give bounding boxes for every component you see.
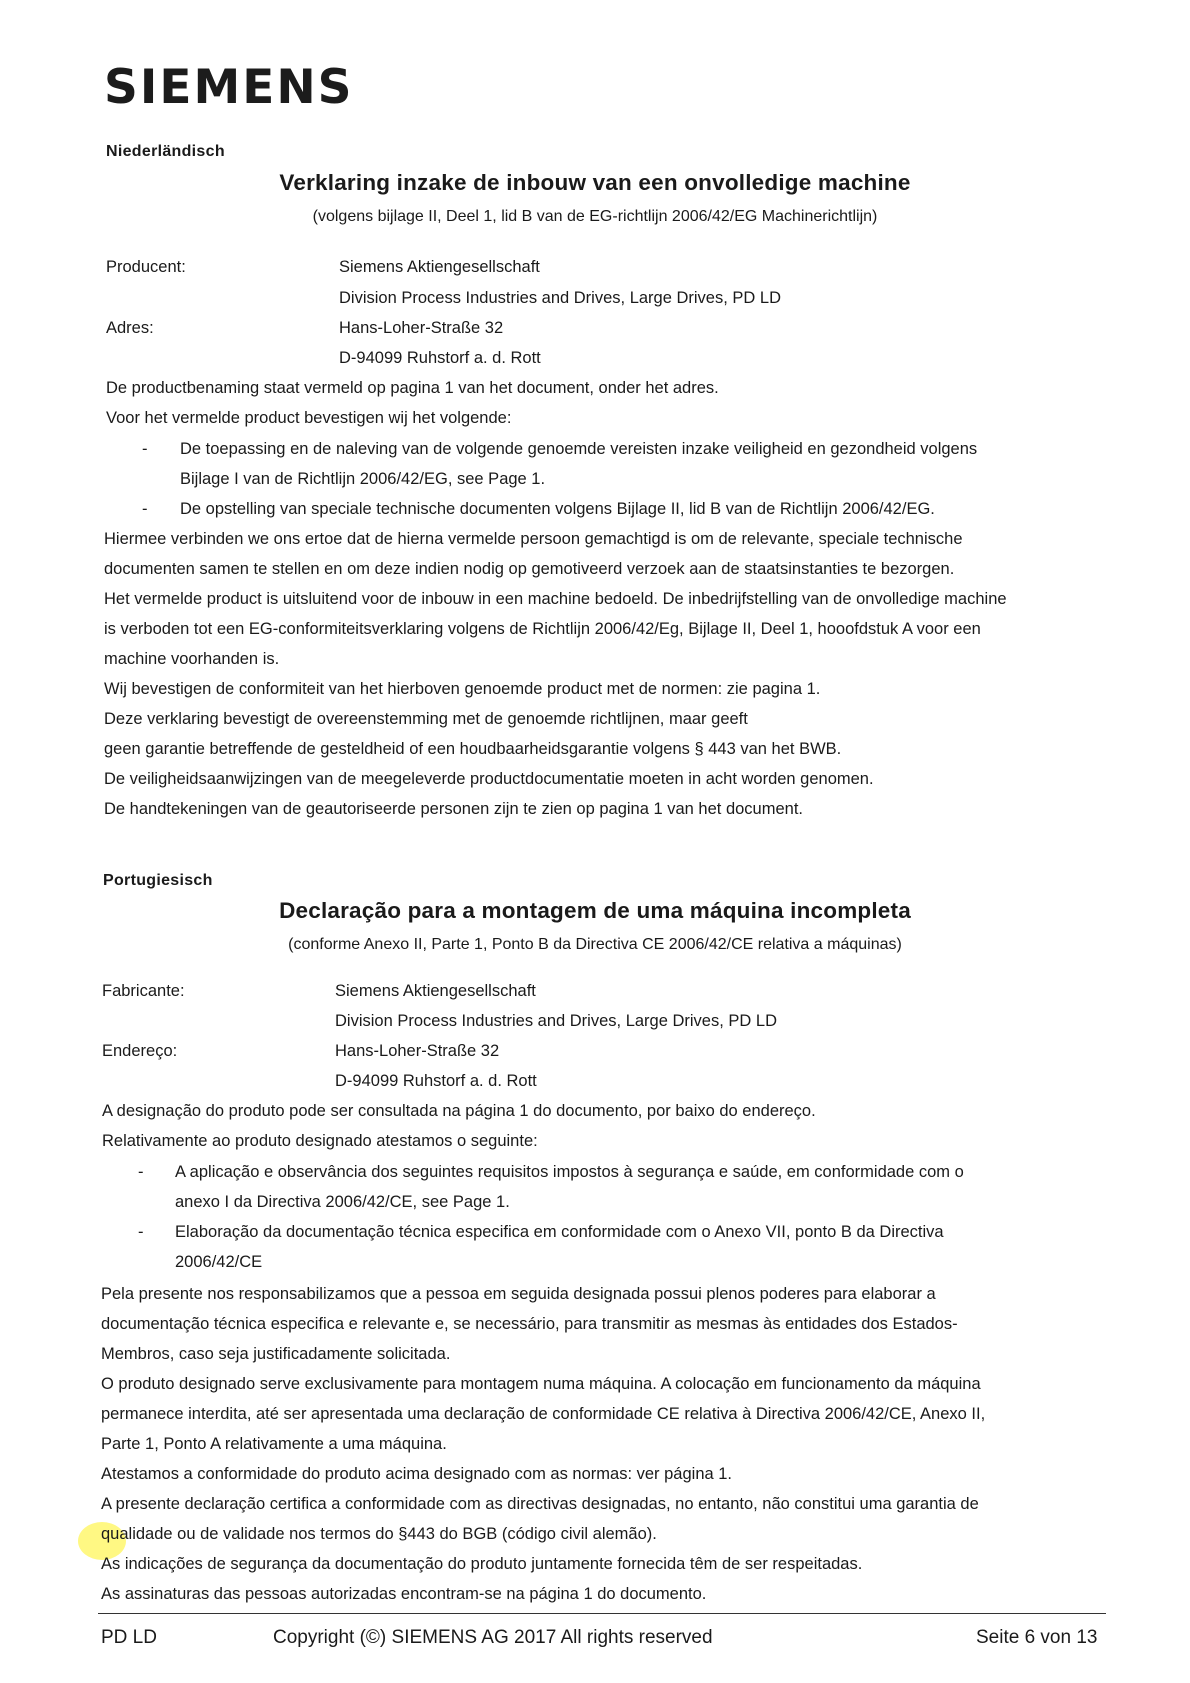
footer-department: PD LD xyxy=(101,1627,157,1648)
address-street: Hans-Loher-Straße 32 xyxy=(335,1042,500,1060)
paragraph: geen garantie betreffende de gesteldheid of een houdbaarheidsgarantie volgens § 443 van het BWB. xyxy=(104,740,842,758)
paragraph: O produto designado serve exclusivamente para montagem numa máquina. A colocação em funcionamento da máquina xyxy=(101,1375,981,1393)
section-title: Verklaring inzake de inbouw van een onvolledige machine xyxy=(279,170,911,195)
address-city: D-94099 Ruhstorf a. d. Rott xyxy=(339,349,541,367)
paragraph: machine voorhanden is. xyxy=(104,650,280,668)
bullet-dash: - xyxy=(138,1223,144,1241)
producer-name: Siemens Aktiengesellschaft xyxy=(339,258,540,276)
section-subtitle: (conforme Anexo II, Parte 1, Ponto B da Directiva CE 2006/42/CE relativa a máquinas) xyxy=(288,936,902,953)
paragraph: Relativamente ao produto designado atestamos o seguinte: xyxy=(102,1132,538,1150)
bullet-text: De opstelling van speciale technische documenten volgens Bijlage II, lid B van de Richtlijn 2006/42/EG. xyxy=(180,500,935,518)
bullet-dash: - xyxy=(142,500,148,518)
section-title: Declaração para a montagem de uma máquina incompleta xyxy=(279,898,911,923)
bullet-text: Bijlage I van de Richtlijn 2006/42/EG, see Page 1. xyxy=(180,470,546,488)
bullet-dash: - xyxy=(142,440,148,458)
paragraph: Atestamos a conformidade do produto acima designado com as normas: ver página 1. xyxy=(101,1465,733,1483)
paragraph: Membros, caso seja justificadamente solicitada. xyxy=(101,1345,451,1363)
bullet-text: De toepassing en de naleving van de volgende genoemde vereisten inzake veiligheid en gezondheid volgens xyxy=(180,440,978,458)
footer-divider xyxy=(98,1613,1106,1614)
producer-division: Division Process Industries and Drives, Large Drives, PD LD xyxy=(339,289,781,307)
footer-page-number: Seite 6 von 13 xyxy=(976,1627,1098,1648)
paragraph: A designação do produto pode ser consultada na página 1 do documento, por baixo do endereço. xyxy=(102,1102,816,1120)
section-subtitle: (volgens bijlage II, Deel 1, lid B van de EG-richtlijn 2006/42/EG Machinerichtlijn) xyxy=(312,208,878,225)
address-label: Adres: xyxy=(106,319,154,337)
paragraph: De veiligheidsaanwijzingen van de meegeleverde productdocumentatie moeten in acht worden genomen. xyxy=(104,770,874,788)
bullet-dash: - xyxy=(138,1163,144,1181)
paragraph: permanece interdita, até ser apresentada uma declaração de conformidade CE relativa à Directiva 2006/42/CE, Anexo II, xyxy=(101,1405,986,1423)
paragraph: A presente declaração certifica a conformidade com as directivas designadas, no entanto, não constitui uma garantia de xyxy=(101,1495,979,1513)
bullet-text: Elaboração da documentação técnica especifica em conformidade com o Anexo VII, ponto B da Directiva xyxy=(175,1223,944,1241)
paragraph: As indicações de segurança da documentação do produto juntamente fornecida têm de ser respeitadas. xyxy=(101,1555,863,1573)
footer-copyright: Copyright (©) SIEMENS AG 2017 All rights reserved xyxy=(273,1627,713,1648)
paragraph: Pela presente nos responsabilizamos que a pessoa em seguida designada possui plenos poderes para elaborar a xyxy=(101,1285,936,1303)
paragraph: De handtekeningen van de geautoriseerde personen zijn te zien op pagina 1 van het document. xyxy=(104,800,804,818)
bullet-text: 2006/42/CE xyxy=(175,1253,263,1271)
producer-division: Division Process Industries and Drives, Large Drives, PD LD xyxy=(335,1012,777,1030)
paragraph: Het vermelde product is uitsluitend voor de inbouw in een machine bedoeld. De inbedrijfstelling van de onvolledige machine xyxy=(104,590,1007,608)
paragraph: As assinaturas das pessoas autorizadas encontram-se na página 1 do documento. xyxy=(101,1585,707,1603)
paragraph: Wij bevestigen de conformiteit van het hierboven genoemde product met de normen: zie pagina 1. xyxy=(104,680,821,698)
paragraph: qualidade ou de validade nos termos do §443 do BGB (código civil alemão). xyxy=(101,1525,657,1543)
producer-label: Producent: xyxy=(106,258,186,276)
section-language-label: Niederländisch xyxy=(106,143,225,160)
paragraph: is verboden tot een EG-conformiteitsverklaring volgens de Richtlijn 2006/42/Eg, Bijlage II, Deel 1, hooofdstuk A voor een xyxy=(104,620,981,638)
address-street: Hans-Loher-Straße 32 xyxy=(339,319,504,337)
bullet-text: A aplicação e observância dos seguintes requisitos impostos à segurança e saúde, em conformidade com o xyxy=(175,1163,964,1181)
paragraph: Deze verklaring bevestigt de overeenstemming met de genoemde richtlijnen, maar geeft xyxy=(104,710,748,728)
paragraph: documentação técnica especifica e relevante e, se necessário, para transmitir as mesmas às entidades dos Estados- xyxy=(101,1315,958,1333)
section-language-label: Portugiesisch xyxy=(103,872,213,889)
producer-label: Fabricante: xyxy=(102,982,185,1000)
paragraph: Hiermee verbinden we ons ertoe dat de hierna vermelde persoon gemachtigd is om de relevante, speciale technische xyxy=(104,530,963,548)
paragraph: Voor het vermelde product bevestigen wij het volgende: xyxy=(106,409,512,427)
paragraph: De productbenaming staat vermeld op pagina 1 van het document, onder het adres. xyxy=(106,379,719,397)
address-city: D-94099 Ruhstorf a. d. Rott xyxy=(335,1072,537,1090)
paragraph: Parte 1, Ponto A relativamente a uma máquina. xyxy=(101,1435,447,1453)
siemens-logo: SIEMENS xyxy=(104,60,354,115)
producer-name: Siemens Aktiengesellschaft xyxy=(335,982,536,1000)
address-label: Endereço: xyxy=(102,1042,178,1060)
paragraph: documenten samen te stellen en om deze indien nodig op gemotiveerd verzoek aan de staatsinstanties te bezorgen. xyxy=(104,560,955,578)
bullet-text: anexo I da Directiva 2006/42/CE, see Page 1. xyxy=(175,1193,510,1211)
